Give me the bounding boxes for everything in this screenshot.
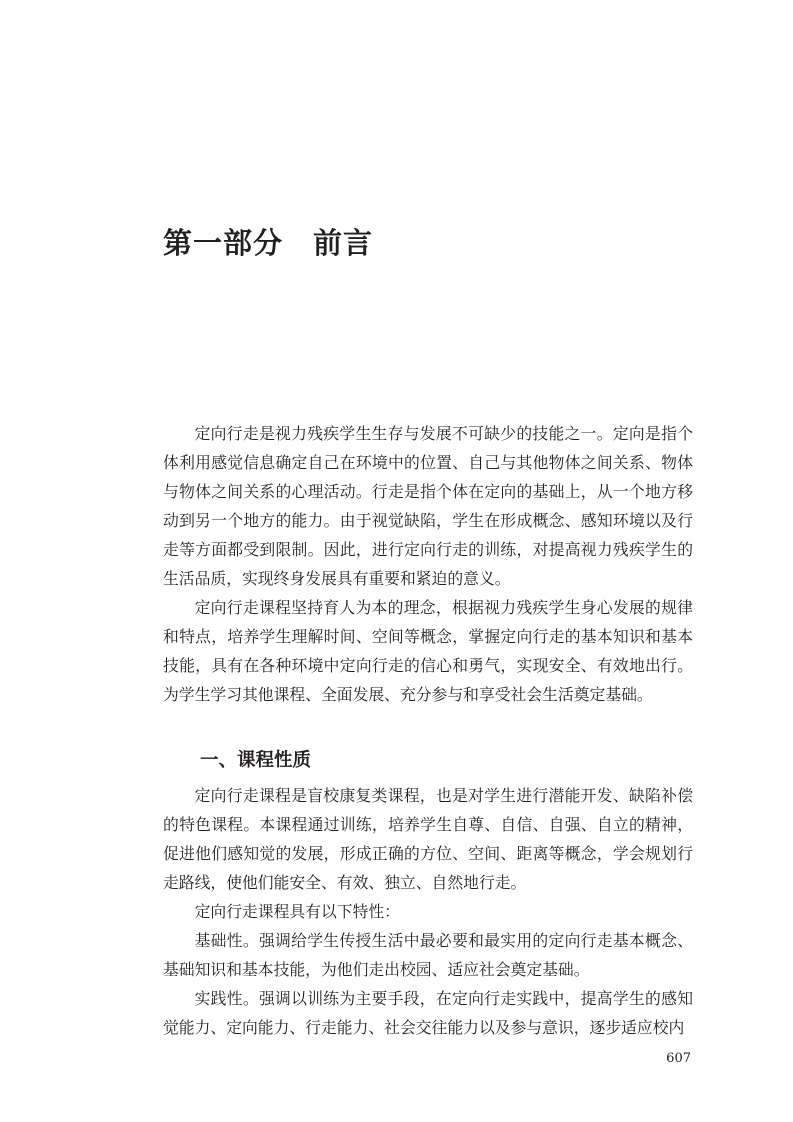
intro-text: [163, 419, 693, 709]
section-heading: 一、课程性质: [200, 750, 312, 771]
section-paragraph-2: 定向行走课程具有以下特性：: [194, 902, 400, 921]
section-paragraph-4: 实践性。强调以训练为主要手段，在定向行走实践中，提高学生的感知觉能力、定向能力、行走能力、社会交往能力以及参与意识，逐步适应校内: [163, 989, 693, 1037]
intro-paragraph-1: 定向行走是视力残疾学生生存与发展不可缺少的技能之一。定向是指个体利用感觉信息确定自己在环境中的位置、自己与其他物体之间关系、物体与物体之间关系的心理活动。行走是指个体在定向的基础上，从一个地方移动到另一个地方的能力。由于视觉缺陷，学生在形成概念、感知环境以及行走等方面都受到限制。因此，进行定向行走的训练，对提高视力残疾学生的生活品质，实现终身发展具有重要和紧迫的意义。: [163, 424, 693, 588]
page-number: 607: [666, 1051, 691, 1066]
intro-paragraph-2: 定向行走课程坚持育人为本的理念，根据视力残疾学生身心发展的规律和特点，培养学生理解时间、空间等概念，掌握定向行走的基本知识和基本技能，具有在各种环境中定向行走的信心和勇气，实现安全、有效地出行。为学生学习其他课程、全面发展、充分参与和享受社会生活奠定基础。: [163, 598, 693, 704]
section-paragraph-1: 定向行走课程是盲校康复类课程，也是对学生进行潜能开发、缺陷补偿的特色课程。本课程通过训练，培养学生自尊、自信、自强、自立的精神，促进他们感知觉的发展，形成正确的方位、空间、距离等概念，学会规划行走路线，使他们能安全、有效、独立、自然地行走。: [163, 786, 693, 892]
section-paragraph-3: 基础性。强调给学生传授生活中最必要和最实用的定向行走基本概念、基础知识和基本技能，为他们走出校园、适应社会奠定基础。: [163, 931, 693, 979]
page-title: 第一部分 前言: [163, 226, 374, 260]
section-course-nature: [163, 745, 693, 1042]
